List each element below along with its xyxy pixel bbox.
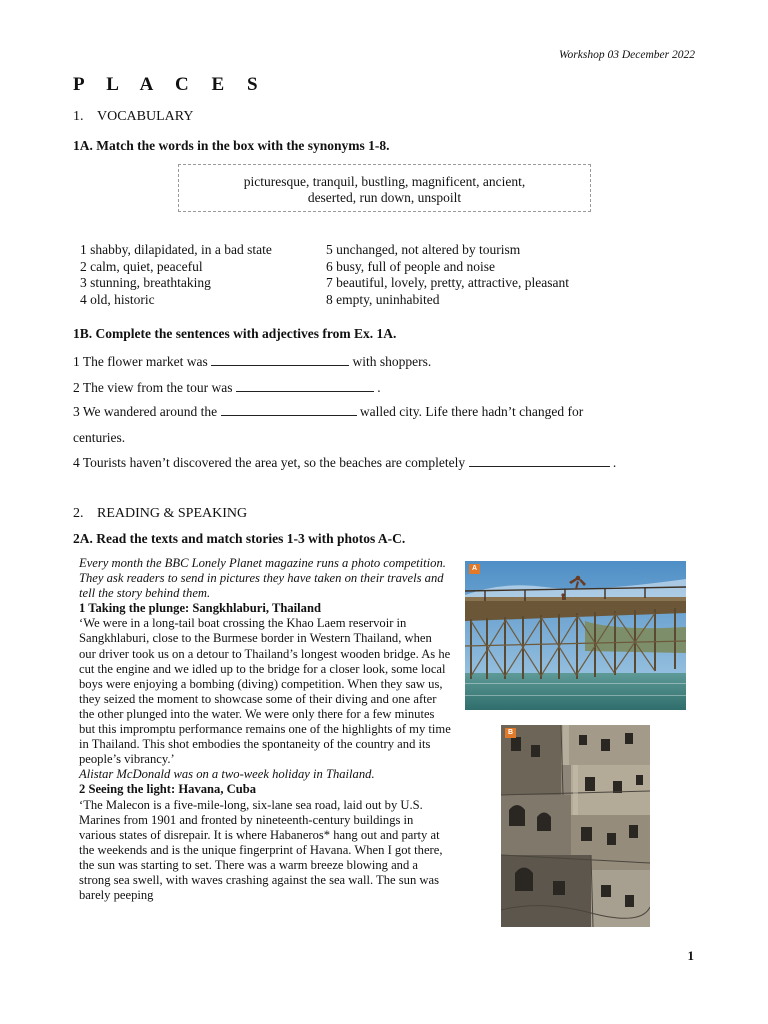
sentence-text: 2 The view from the tour was [73, 380, 233, 395]
answer-blank [469, 455, 610, 467]
word-box-line-1: picturesque, tranquil, bustling, magnificent, ancient, [243, 174, 526, 189]
synonym-item: 8 empty, uninhabited [326, 291, 440, 307]
synonym-item: 2 calm, quiet, peaceful [80, 258, 203, 274]
sentence-3 [73, 404, 583, 420]
photo-a-bridge [465, 561, 686, 710]
sentence-text: 3 We wandered around the [73, 404, 218, 419]
story-1-title: 1 Taking the plunge: Sangkhlaburi, Thailand [79, 601, 321, 616]
answer-blank [236, 380, 374, 392]
synonym-item: 7 beautiful, lovely, pretty, attractive, pleasant [326, 275, 570, 290]
sentence-3-continued: centuries. [73, 430, 126, 445]
word-box [178, 164, 591, 212]
story-1-author: Alistar McDonald was on a two-week holiday in Thailand. [79, 767, 375, 782]
sentence-text: . [612, 455, 617, 470]
word-box-line-2: deserted, run down, unspoilt [307, 190, 462, 205]
page-number: 1 [687, 948, 694, 963]
synonym-item: 4 old, historic [80, 291, 155, 307]
synonym-item: 5 unchanged, not altered by tourism [326, 242, 521, 257]
question-2a: 2A. Read the texts and match stories 1-3 with photos A-C. [73, 531, 406, 546]
header-date: Workshop 03 December 2022 [559, 49, 695, 61]
synonym-item: 6 busy, full of people and noise [326, 258, 495, 274]
story-2-title: 2 Seeing the light: Havana, Cuba [79, 782, 257, 797]
reading-text [79, 556, 451, 903]
section-2-heading [73, 506, 247, 522]
synonym-item: 1 shabby, dilapidated, in a bad state [80, 242, 272, 257]
section-1-title: VOCABULARY [97, 109, 194, 124]
sentence-text: walled city. Life there hadn’t changed for [359, 404, 584, 419]
sentence-text: 4 Tourists haven’t discovered the area yet, so the beaches are completely [73, 455, 466, 470]
sentence-text: 1 The flower market was [73, 354, 208, 369]
section-2-title: READING & SPEAKING [97, 506, 248, 521]
sentence-1 [73, 354, 431, 370]
question-1a: 1A. Match the words in the box with the synonyms 1-8. [73, 138, 390, 153]
synonyms-left [80, 242, 272, 308]
synonyms-right [326, 242, 569, 308]
synonym-item: 3 stunning, breathtaking [80, 275, 211, 290]
sentence-text: with shoppers. [352, 354, 432, 369]
sentence-4 [73, 455, 616, 471]
sentence-2 [73, 380, 381, 396]
photo-b-label: B [505, 728, 516, 738]
photo-a-label: A [469, 564, 480, 574]
answer-blank [211, 354, 349, 366]
section-1-heading [73, 109, 193, 125]
story-2-body: ‘The Malecon is a five-mile-long, six-lane sea road, laid out by U.S. Marines from 1901 and fronted by nineteenth-century buildings in various states of disrepair. It is where Habaneros* hang out and party at the weekends and is the unique fingerprint of Havana. When I got there, the sun was starting to set. There was a warm breeze blowing and a strong sea swell, with waves crashing against the sea wall. The sun was barely peeping [79, 797, 443, 903]
sentence-text: . [377, 380, 381, 395]
answer-blank [221, 404, 357, 416]
photo-b-stone-town [501, 725, 650, 927]
story-1-body: ‘We were in a long-tail boat crossing the Khao Laem reservoir in Sangkhlaburi, close to the Burmese border in Western Thailand, when our driver took us on a detour to Thailand’s longest wooden bridge. As he cut the engine and we idled up to the bridge for a closer look, some local boys were enjoying a bombing (diving) competition. When they saw us, they seized the moment to showcase some of their diving and one after the other plunged into the water. We were only there for a few minutes but this impromptu performance remains one of the highlights of my time in Thailand. This shot embodies the spontaneity of the country and its people’s vibrancy.’ [79, 616, 451, 767]
reading-intro: Every month the BBC Lonely Planet magazine runs a photo competition. They ask readers to send in pictures they have taken on their travels and tell the story behind them. [79, 556, 446, 601]
section-1-number: 1. [73, 109, 84, 124]
question-1b: 1B. Complete the sentences with adjectives from Ex. 1A. [73, 326, 397, 341]
section-2-number: 2. [73, 506, 84, 521]
page-title: P L A C E S [73, 74, 267, 95]
